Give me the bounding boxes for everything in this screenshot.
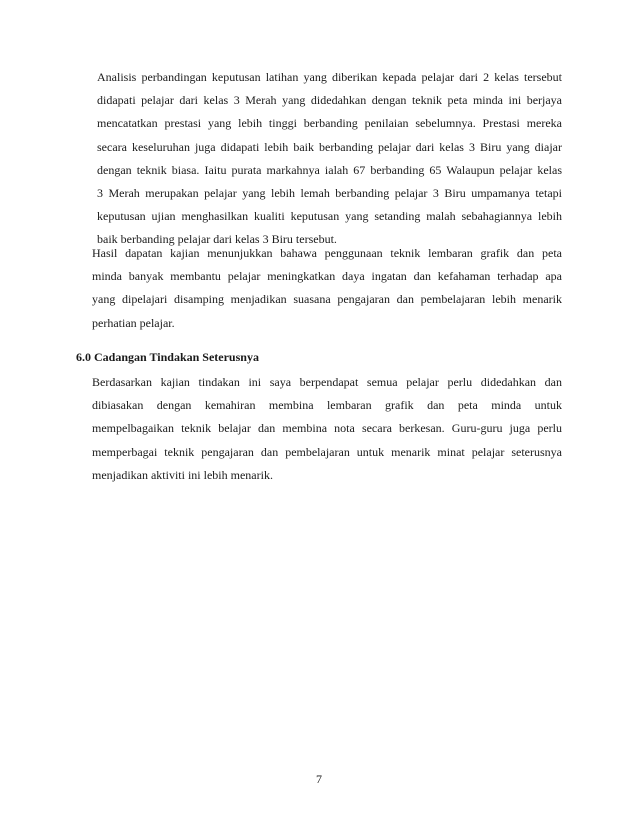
text-line: Hasil dapatan kajian menunjukkan bahawa penggunaan teknik lembaran grafik dan peta [92, 246, 562, 260]
text-line: 3 Merah merupakan pelajar yang lebih lemah berbanding pelajar 3 Biru umpamanya tetapi [97, 185, 562, 200]
text-line: didapati pelajar dari kelas 3 Merah yang didedahkan dengan teknik peta minda ini berjaya [97, 93, 562, 108]
text-line: mempelbagaikan teknik belajar dan membina nota secara berkesan. Guru-guru juga perlu [92, 421, 562, 436]
text-line: dibiasakan dengan kemahiran membina lembaran grafik dan peta minda untuk [92, 398, 562, 413]
text-line: minda banyak membantu pelajar meningkatkan daya ingatan dan kefahaman terhadap apa [92, 269, 562, 284]
text-line: baik berbanding pelajar dari kelas 3 Biru tersebut. [97, 232, 337, 247]
text-line: menjadikan aktiviti ini lebih menarik. [92, 467, 273, 482]
text-line: keputusan ujian menghasilkan kualiti keputusan yang setanding malah sebahagiannya lebih [97, 209, 562, 224]
text-line: memperbagai teknik pengajaran dan pembelajaran untuk menarik minat pelajar seterusnya [92, 444, 562, 459]
section-heading: 6.0 Cadangan Tindakan Seterusnya [76, 350, 259, 364]
text-line: perhatian pelajar. [92, 315, 175, 330]
paragraph-recommendations [92, 371, 562, 487]
text-line: secara keseluruhan juga didapati lebih baik berbanding pelajar dari kelas 3 Biru yang diajar [97, 139, 562, 154]
text-line: Berdasarkan kajian tindakan ini saya berpendapat semua pelajar perlu didedahkan dan [92, 375, 562, 389]
page-number: 7 [316, 772, 322, 786]
paragraph-analysis [97, 66, 562, 252]
text-line: dengan teknik biasa. Iaitu purata markahnya ialah 67 berbanding 65 Walaupun pelajar kelas [97, 162, 562, 177]
text-line: mencatatkan prestasi yang lebih tinggi berbanding penilaian sebelumnya. Prestasi mereka [97, 116, 562, 131]
paragraph-findings [92, 242, 562, 335]
text-line: Analisis perbandingan keputusan latihan yang diberikan kepada pelajar dari 2 kelas tersebut [97, 70, 562, 84]
text-line: yang dipelajari disamping menjadikan suasana pengajaran dan pembelajaran lebih menarik [92, 292, 562, 307]
